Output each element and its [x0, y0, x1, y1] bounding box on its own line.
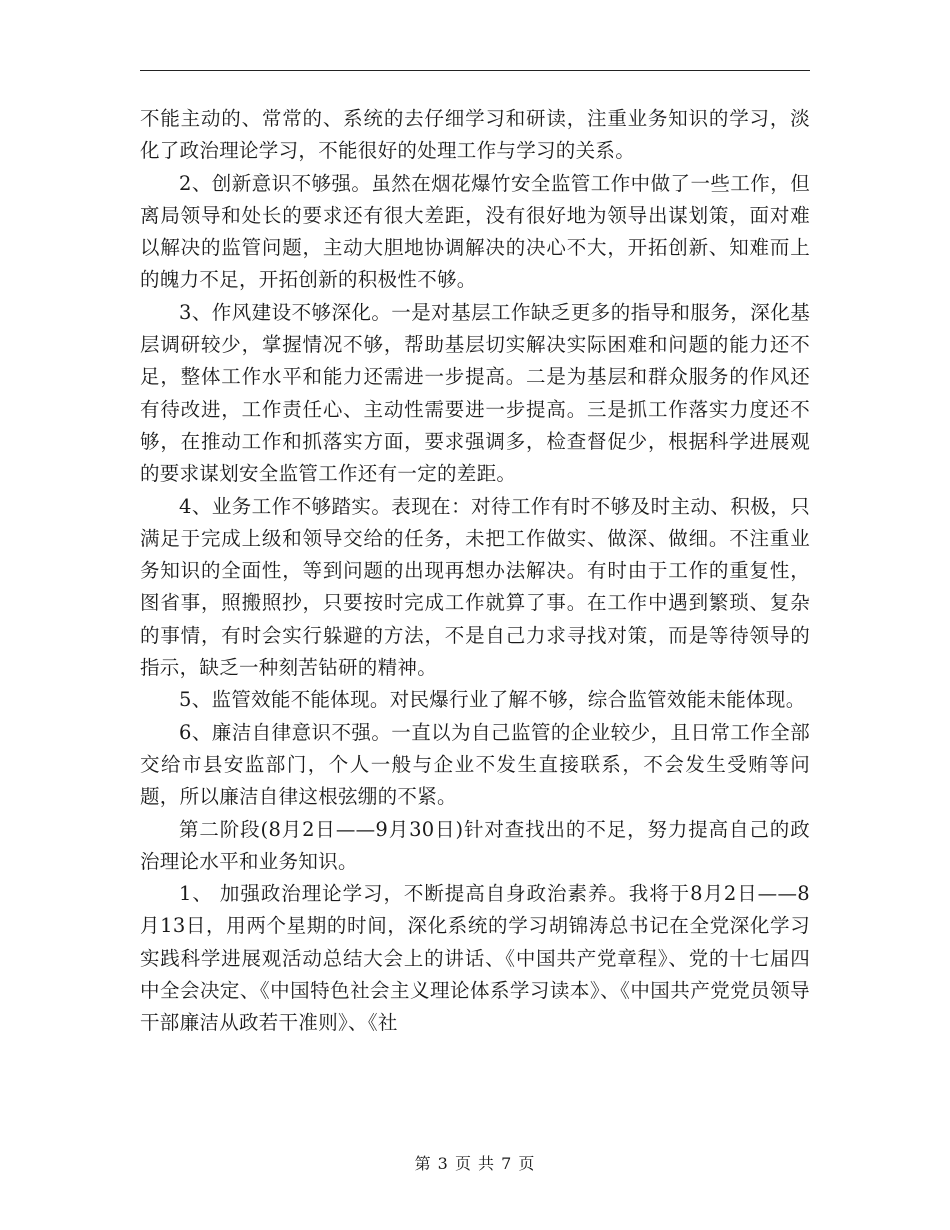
paragraph-second-stage: 第二阶段(8月2日——9月30日)针对查找出的不足，努力提高自己的政治理论水平和业务知识。 — [140, 817, 810, 873]
header-rule — [140, 70, 810, 71]
page-footer: 第 3 页 共 7 页 — [414, 1154, 536, 1173]
paragraph-work-style: 3、作风建设不够深化。一是对基层工作缺乏更多的指导和服务，深化基层调研较少，掌握情况不够，帮助基层切实解决实际困难和问题的能力还不足，整体工作水平和能力还需进一步提高。二是为基层和群众服务的作风还有待改进，工作责任心、主动性需要进一步提高。三是抓工作落实力度还不够，在推动工作和抓落实方面，要求强调多，检查督促少，根据科学进展观的要求谋划安全监管工作还有一定的差距。 — [140, 300, 810, 486]
paragraph-innovation: 2、创新意识不够强。虽然在烟花爆竹安全监管工作中做了一些工作，但离局领导和处长的要求还有很大差距，没有很好地为领导出谋划策，面对难以解决的监管问题，主动大胆地协调解决的决心不大，开拓创新、知难而上的魄力不足，开拓创新的积极性不够。 — [140, 171, 810, 292]
document-body — [140, 103, 810, 1040]
paragraph-business-work: 4、业务工作不够踏实。表现在：对待工作有时不够及时主动、积极，只满足于完成上级和领导交给的任务，未把工作做实、做深、做细。不注重业务知识的全面性，等到问题的出现再想办法解决。有时由于工作的重复性，图省事，照搬照抄，只要按时完成工作就算了事。在工作中遇到繁琐、复杂的事情，有时会实行躲避的方法，不是自己力求寻找对策，而是等待领导的指示，缺乏一种刻苦钻研的精神。 — [140, 494, 810, 680]
paragraph-theory-study: 1、 加强政治理论学习，不断提高自身政治素养。我将于8月2日——8月13日，用两个星期的时间，深化系统的学习胡锦涛总书记在全党深化学习实践科学进展观活动总结大会上的讲话、《中国共产党章程》、党的十七届四中全会决定、《中国特色社会主义理论体系学习读本》、《中国共产党党员领导干部廉洁从政若干准则》、《社 — [140, 882, 810, 1035]
paragraph-continuation: 不能主动的、常常的、系统的去仔细学习和研读，注重业务知识的学习，淡化了政治理论学习，不能很好的处理工作与学习的关系。 — [140, 107, 810, 163]
paragraph-integrity: 6、廉洁自律意识不强。一直以为自己监管的企业较少，且日常工作全部交给市县安监部门，个人一般与企业不发生直接联系，不会发生受贿等问题，所以廉洁自律这根弦绷的不紧。 — [140, 720, 810, 809]
paragraph-supervision-efficiency: 5、监管效能不能体现。对民爆行业了解不够，综合监管效能未能体现。 — [179, 688, 806, 712]
